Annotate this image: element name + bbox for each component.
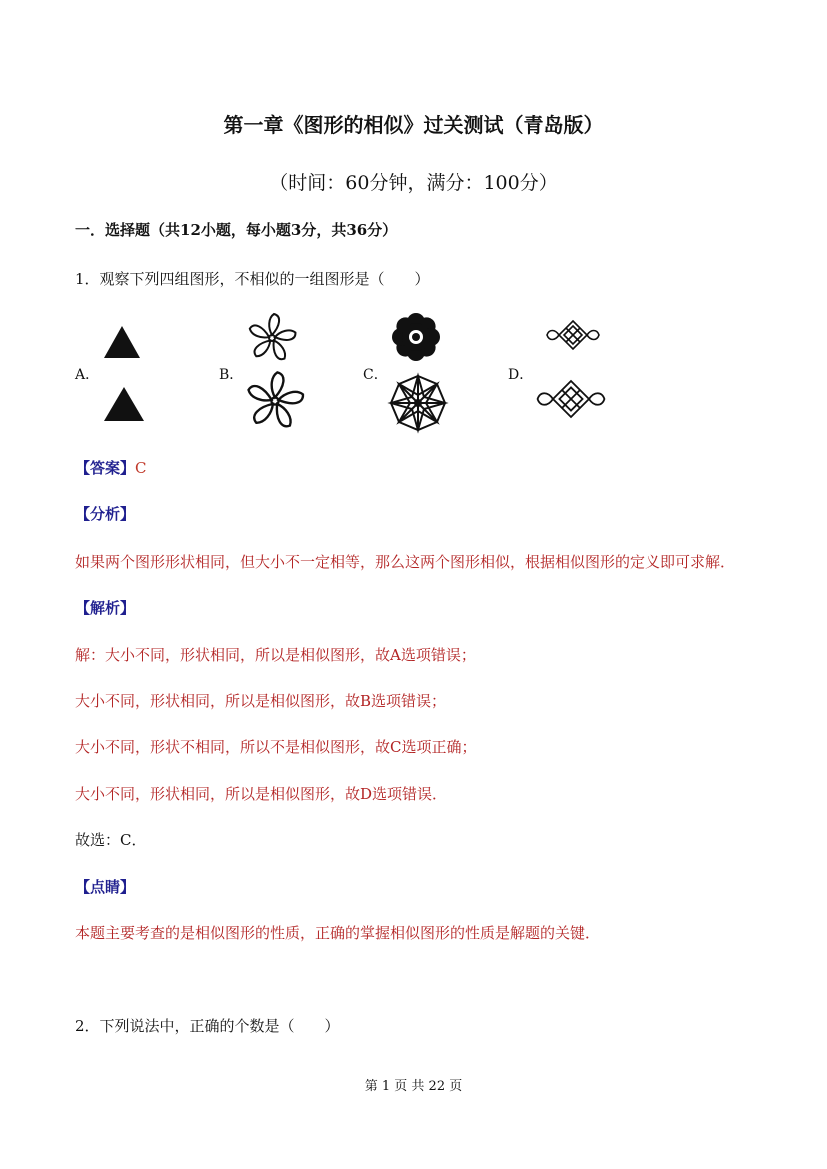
solution-line-1: 解：大小不同，形状相同，所以是相似图形，故A选项错误；	[75, 646, 476, 664]
section-heading: 一．选择题（共12小题，每小题3分，共36分）	[75, 221, 398, 239]
option-c-octagon-star-icon	[389, 374, 447, 432]
option-a-small-triangle-icon	[104, 326, 140, 358]
option-d-large-knot-icon	[535, 376, 607, 422]
solution-line-2: 大小不同，形状相同，所以是相似图形，故B选项错误；	[75, 692, 447, 710]
option-d-label: D．	[508, 367, 534, 383]
document-subtitle: （时间：60分钟，满分：100分）	[269, 172, 558, 194]
comment-label: 【点睛】	[75, 878, 136, 896]
option-b-small-pinwheel-icon	[246, 312, 298, 364]
analysis-label: 【分析】	[75, 505, 136, 523]
solution-line-4: 大小不同，形状相同，所以是相似图形，故D选项错误．	[75, 785, 448, 803]
document-title: 第一章《图形的相似》过关测试（青岛版）	[223, 113, 604, 137]
question-1-stem: 1．观察下列四组图形，不相似的一组图形是（ ）	[75, 270, 430, 288]
option-c-rosette-icon	[390, 311, 442, 363]
answer-value: C	[135, 459, 147, 477]
solution-line-3: 大小不同，形状不相同，所以不是相似图形，故C选项正确；	[75, 738, 477, 756]
question-2-stem: 2．下列说法中，正确的个数是（ ）	[75, 1017, 340, 1035]
option-b-label: B．	[219, 367, 244, 383]
page-footer: 第 1 页 共 22 页	[364, 1079, 463, 1094]
answer-label: 【答案】	[75, 459, 136, 477]
option-a-label: A．	[75, 367, 100, 383]
answer-line	[75, 457, 147, 478]
option-c-label: C．	[363, 367, 388, 383]
solution-conclusion: 故选：C．	[75, 831, 147, 849]
analysis-text: 如果两个图形形状相同，但大小不一定相等，那么这两个图形相似，根据相似图形的定义即可求解．	[75, 553, 736, 571]
solution-label: 【解析】	[75, 599, 136, 617]
option-d-small-knot-icon	[545, 319, 601, 351]
option-b-large-pinwheel-icon	[244, 370, 306, 432]
comment-text: 本题主要考查的是相似图形的性质，正确的掌握相似图形的性质是解题的关键．	[75, 924, 601, 942]
option-a-large-triangle-icon	[104, 387, 144, 421]
